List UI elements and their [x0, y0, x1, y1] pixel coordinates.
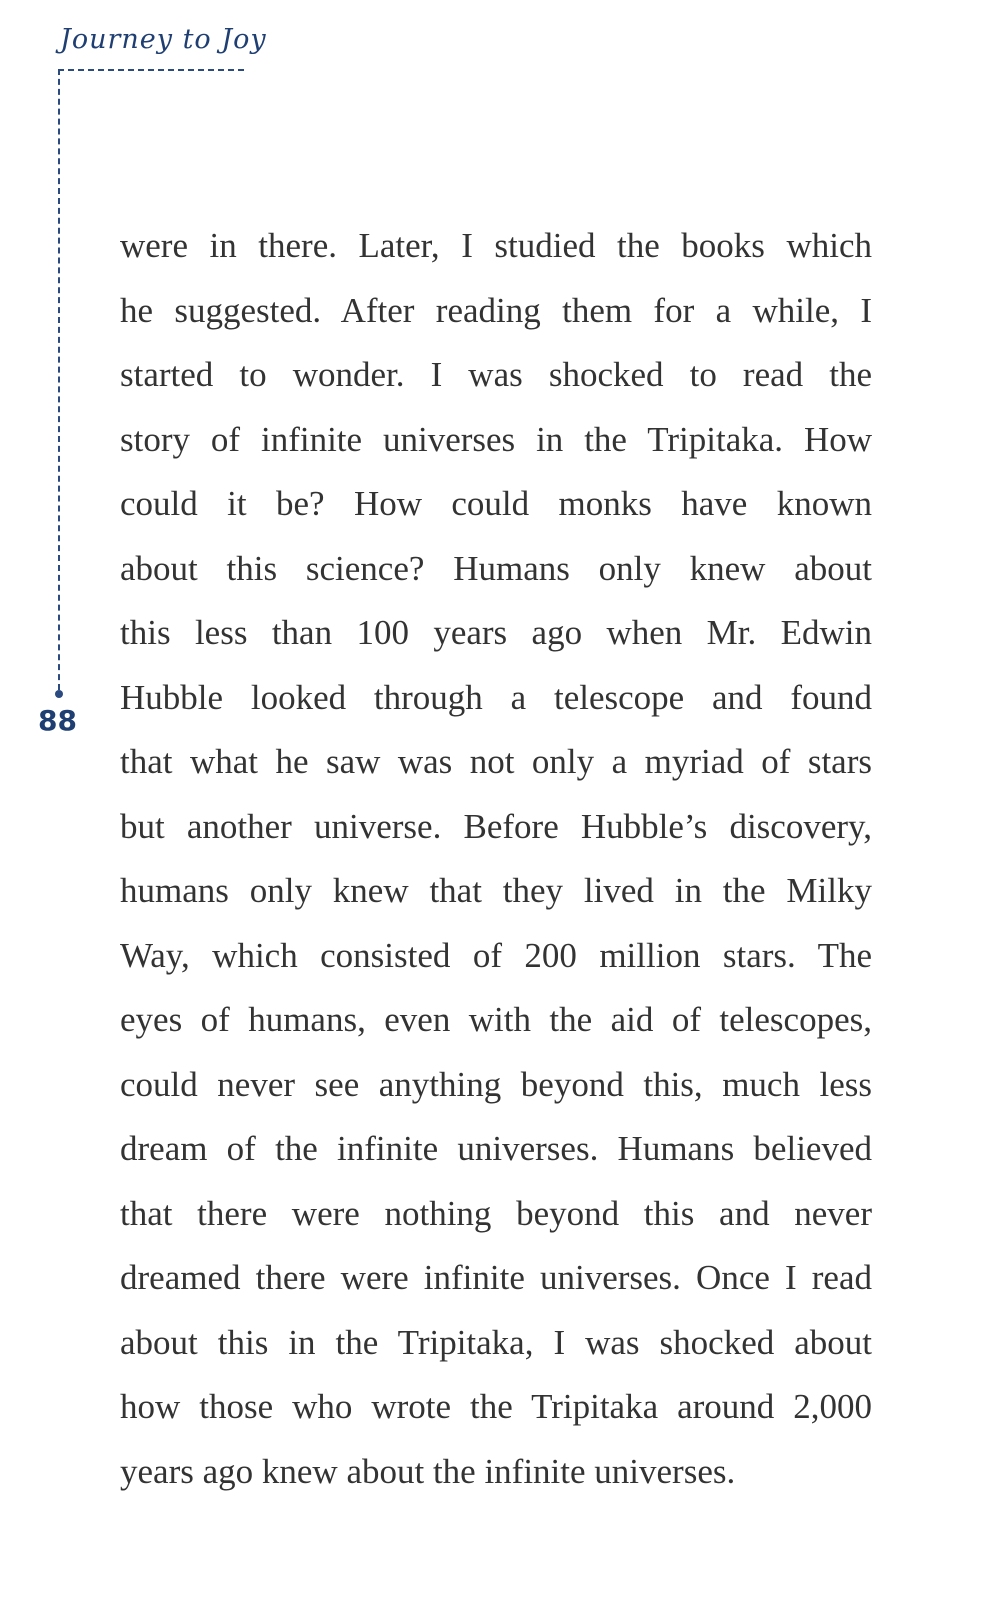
text-line: this less than 100 years ago when Mr. Edwin [120, 613, 872, 652]
text-line: humans only knew that they lived in the Milky [120, 871, 872, 910]
text-line: story of infinite universes in the Tripitaka. How [120, 419, 872, 459]
text-line: he suggested. After reading them for a while, I [120, 290, 872, 330]
text-line: about this in the Tripitaka, I was shocked about [120, 1322, 872, 1362]
text-line: could it be? How could monks have known [120, 484, 872, 523]
text-line: years ago knew about the infinite universes. [120, 1451, 736, 1491]
text-line: started to wonder. I was shocked to read the [120, 355, 872, 394]
text-line: that what he saw was not only a myriad of stars [120, 742, 872, 781]
text-line: that there were nothing beyond this and never [120, 1193, 872, 1233]
header-dashed-rule [58, 69, 244, 71]
text-line: Hubble looked through a telescope and found [120, 677, 872, 717]
body-paragraph [120, 214, 872, 1504]
text-line: about this science? Humans only knew about [120, 548, 872, 588]
text-line: dreamed there were infinite universes. Once I read [120, 1258, 872, 1297]
running-title: Journey to Joy [60, 24, 267, 55]
page-number: 88 [38, 704, 77, 737]
rule-end-dot [55, 690, 63, 698]
text-line: eyes of humans, even with the aid of telescopes, [120, 1000, 872, 1039]
text-line: but another universe. Before Hubble’s discovery, [120, 806, 872, 846]
margin-dashed-rule [58, 69, 60, 690]
text-line: Way, which consisted of 200 million stars. The [120, 935, 872, 975]
text-line: could never see anything beyond this, much less [120, 1064, 872, 1104]
text-line: how those who wrote the Tripitaka around 2,000 [120, 1387, 872, 1426]
text-line: dream of the infinite universes. Humans believed [120, 1129, 872, 1168]
text-line: were in there. Later, I studied the books which [120, 226, 872, 265]
